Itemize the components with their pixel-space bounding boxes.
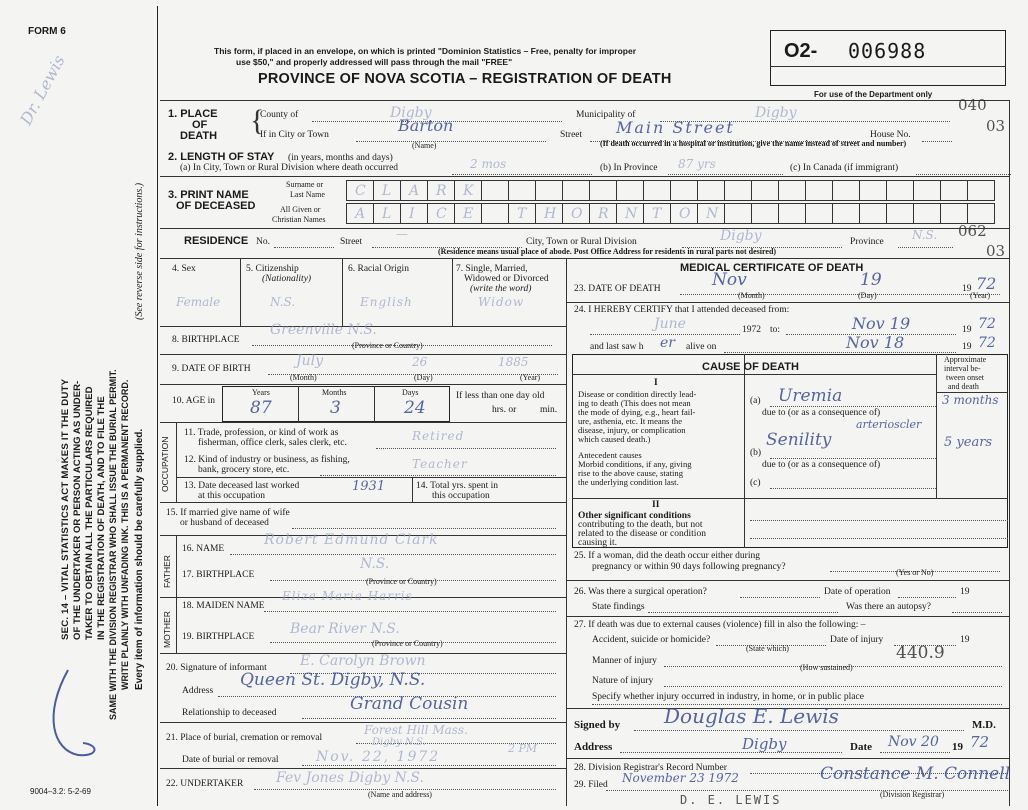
street-value: Main Street: [616, 118, 735, 137]
cause-c-label: (c): [750, 478, 761, 488]
name-letter: T: [652, 206, 662, 222]
last-seen-year: 72: [978, 335, 996, 351]
informant-value: E. Carolyn Brown: [300, 653, 426, 669]
name-letter: N: [625, 206, 638, 222]
occ-12-label: 12. Kind of industry or business, as fishing,: [184, 455, 350, 465]
birthplace-label: 8. BIRTHPLACE: [172, 335, 240, 345]
attend-to-year-prefix: 19: [962, 325, 972, 335]
name-letter-box: [805, 203, 833, 224]
yes-no-caption: (Yes or No): [896, 568, 934, 577]
name-letter-box: [400, 180, 428, 201]
page-title: PROVINCE OF NOVA SCOTIA – REGISTRATION OF DEATH: [258, 71, 672, 87]
name-letter: O: [679, 206, 691, 222]
mother-birthplace-label: 19. BIRTHPLACE: [182, 632, 255, 642]
mother-birthplace-caption: (Province or Country): [372, 639, 443, 648]
death-month-value: Nov: [712, 270, 747, 290]
name-letter-box: [670, 203, 698, 224]
last-seen-year-prefix: 19: [962, 342, 972, 352]
cause-b-label: (b): [750, 448, 762, 458]
other-conditions-label-a: Other significant conditions: [578, 511, 691, 521]
undertaker-value: Fev Jones Digby N.S.: [276, 770, 424, 786]
min-label: min.: [540, 405, 558, 415]
reg-prefix: O2-: [784, 40, 818, 62]
spouse-label: 15. If married give name of wife: [166, 508, 290, 518]
side-handwritten-signature: Dr. Lewis: [16, 51, 69, 128]
occ-13-value: 1931: [352, 479, 386, 494]
injury-code-value: 440.9: [896, 643, 945, 663]
doctor-signature: Douglas E. Lewis: [664, 704, 839, 728]
q25-label-2: pregnancy or within 90 days following pregnancy?: [592, 562, 786, 572]
given-label-2: Christian Names: [272, 215, 326, 224]
name-letter-box: [940, 203, 968, 224]
occ-11-label-2: fisherman, office clerk, sales clerk, etc.: [198, 438, 347, 448]
side-handwritten-mark: [38, 655, 108, 765]
marital-label-3: (write the word): [470, 284, 532, 294]
division-registrar-caption: (Division Registrar): [880, 790, 945, 799]
county-value: Digby: [390, 105, 432, 121]
name-letter-box: [481, 180, 509, 201]
name-letter-box: [373, 203, 401, 224]
cause-a-label: (a): [750, 396, 761, 406]
name-letter-box: [427, 203, 455, 224]
name-letter-box: [643, 180, 671, 201]
last-seen-value: Nov 18: [846, 333, 905, 352]
mother-maiden-label: 18. MAIDEN NAME: [182, 601, 265, 611]
sex-label: 4. Sex: [172, 264, 196, 274]
name-letter: C: [355, 183, 366, 199]
header-notice-2: use $50," and properly addressed will pass through the mail "FREE": [236, 57, 513, 67]
surname-label-2: Last Name: [290, 190, 325, 199]
name-letter: L: [382, 183, 392, 199]
name-letter-box: [859, 180, 887, 201]
burial-place-value-2: Digby N.S.: [372, 737, 426, 748]
sex-value: Female: [176, 295, 221, 309]
dept-use-label: For use of the Department only: [814, 90, 933, 99]
name-letter-box: [805, 180, 833, 201]
attend-to-year: 72: [978, 316, 996, 332]
reg-number: 006988: [848, 39, 927, 63]
signed-by-label: Signed by: [574, 719, 621, 731]
mother-birthplace-value: Bear River N.S.: [290, 621, 400, 637]
name-letter-box: [535, 203, 563, 224]
side-text-4: IN THE REGISTRATION OF DEATH, AND TO FILE THE: [96, 396, 107, 640]
name-letter-box: [778, 203, 806, 224]
name-letter: H: [544, 206, 557, 222]
how-sustained-caption: (How sustained): [800, 663, 853, 672]
q26-label: 26. Was there a surgical operation?: [574, 587, 707, 597]
name-letter-box: [535, 180, 563, 201]
md-label: M.D.: [972, 719, 996, 731]
city-label: If in City or Town: [260, 130, 329, 140]
death-year-value: 72: [976, 274, 997, 293]
place-of-death-label-of: OF: [192, 119, 208, 131]
cause-a-value: Uremia: [778, 386, 843, 406]
antecedent-label-b: Morbid conditions, if any, giving: [578, 459, 692, 469]
citizenship-sub: (Nationality): [262, 274, 312, 284]
dob-day-value: 26: [412, 355, 428, 369]
side-text-2: OF THE UNDERTAKER OR PERSON ACTING AS UNDER-: [72, 380, 83, 640]
signed-year-prefix: 19: [952, 741, 963, 753]
birthplace-value: Greenville N.S.: [270, 322, 377, 338]
antecedent-label-c: rise to the above cause, stating: [578, 468, 684, 478]
antecedent-label-d: the underlying condition last.: [578, 477, 679, 487]
burial-place-label: 21. Place of burial, cremation or removal: [166, 733, 323, 743]
last-saw-label: and last saw h: [590, 342, 644, 352]
occ-11-label: 11. Trade, profession, or kind of work as: [184, 428, 339, 438]
name-letter-box: [913, 203, 941, 224]
approx-label-1: Approximate: [944, 355, 987, 364]
name-letter-box: [616, 203, 644, 224]
occ-13-label-2: at this occupation: [198, 491, 266, 501]
manner-label: Manner of injury: [592, 656, 657, 666]
length-of-stay-sub: (in years, months and days): [288, 153, 393, 163]
print-name-label: 3. PRINT NAME: [168, 189, 249, 201]
dob-day-caption: (Day): [414, 373, 433, 382]
cause-1-label-d: ure, asthenia, etc. It means the: [578, 416, 683, 426]
hrs-label: hrs. or: [492, 405, 517, 415]
citizenship-value: N.S.: [270, 295, 296, 309]
autopsy-label: Was there an autopsy?: [846, 602, 931, 612]
name-letter-box: [751, 180, 779, 201]
burial-date-value: Nov. 22, 1972: [316, 749, 441, 765]
racial-origin-value: English: [360, 295, 413, 309]
state-which-caption: (State which): [746, 644, 789, 653]
marital-value: Widow: [478, 295, 525, 309]
cause-1-label-e: disease, injury, or complication: [578, 425, 686, 435]
dob-month-caption: (Month): [290, 373, 317, 382]
residence-note: (Residence means usual place of abode. Post Office Address for residents in rural parts not desired): [438, 247, 777, 256]
approx-label-4: and death: [948, 382, 979, 391]
print-name-label-2: OF DECEASED: [176, 200, 256, 212]
res-province-label: Province: [850, 237, 884, 247]
approx-label-2: interval be-: [944, 364, 981, 373]
father-side-label: FATHER: [162, 555, 172, 588]
other-conditions-label-b: contributing to the death, but not: [578, 520, 703, 530]
residence-label: RESIDENCE: [184, 235, 249, 247]
res-city-value: Digby: [720, 228, 762, 244]
name-letter-box: [481, 203, 509, 224]
name-letter-box: [832, 180, 860, 201]
signed-year-value: 72: [970, 733, 990, 751]
cause-1-label-f: which caused death.): [578, 434, 651, 444]
name-letter: A: [355, 206, 366, 222]
place-of-death-label-death: DEATH: [180, 130, 218, 142]
mother-maiden-value: Eliza Maria Harris: [282, 589, 413, 603]
given-label: All Given or: [280, 205, 321, 214]
signed-date-label: Date: [850, 741, 872, 753]
side-text-3: TAKER TO OBTAIN ALL THE PARTICULARS REQUIRED: [84, 386, 95, 640]
relationship-label: Relationship to deceased: [182, 708, 277, 718]
name-letter-box: [454, 180, 482, 201]
dob-month-value: July: [296, 353, 324, 369]
alive-on-label: alive on: [686, 342, 717, 352]
father-birthplace-caption: (Province or Country): [366, 577, 437, 586]
cause-1-label-b: ing to death (This does not mean: [578, 398, 691, 408]
due-to-label-2: due to (or as a consequence of): [762, 460, 881, 470]
name-letter-box: [778, 180, 806, 201]
name-letter-box: [724, 203, 752, 224]
name-letter: R: [598, 206, 609, 222]
dob-year-value: 1885: [498, 355, 529, 369]
undertaker-caption: (Name and address): [368, 790, 432, 799]
accident-label: Accident, suicide or homicide?: [592, 635, 711, 645]
death-month-caption: (Month): [738, 291, 765, 300]
date-of-death-label: 23. DATE OF DEATH: [574, 284, 661, 294]
dept-code-3: 062: [958, 222, 987, 240]
stay-b-value: 87 yrs: [678, 157, 716, 171]
name-letter-box: [616, 180, 644, 201]
name-letter: K: [463, 183, 474, 199]
name-letter: I: [409, 206, 415, 222]
doctor-address-label: Address: [574, 741, 613, 753]
other-conditions-label-d: causing it.: [578, 538, 618, 548]
stay-c-label: (c) In Canada (if immigrant): [790, 163, 899, 173]
municipality-label: Municipality of: [576, 110, 636, 120]
date-operation-label: Date of operation: [824, 587, 891, 597]
side-text-7: (See reverse side for instructions.): [134, 182, 145, 320]
name-letter-box: [346, 203, 374, 224]
injury-year-prefix: 19: [960, 635, 970, 645]
attend-from-value: June: [654, 316, 686, 332]
name-letter: T: [517, 206, 527, 222]
name-letter-box: [454, 203, 482, 224]
surname-label: Surname or: [286, 180, 324, 189]
form-code: 9004–3.2: 5-2-69: [30, 787, 91, 796]
name-letter-box: [643, 203, 671, 224]
age-label: 10. AGE in: [172, 396, 216, 406]
age-years-caption: Years: [252, 388, 270, 397]
name-letter: N: [706, 206, 719, 222]
stay-a-label: (a) In City, Town or Rural Division where death occurred: [180, 163, 399, 173]
medical-certificate-title: MEDICAL CERTIFICATE OF DEATH: [680, 262, 864, 274]
occ-13-label: 13. Date deceased last worked: [184, 481, 300, 491]
name-letter-box: [427, 180, 455, 201]
side-text-6: WRITE PLAINLY WITH UNFADING INK. THIS IS A PERMANENT RECORD.: [120, 379, 130, 690]
informant-address-label: Address: [182, 686, 214, 696]
doctor-address-value: Digby: [742, 735, 787, 753]
father-birthplace-value: N.S.: [360, 556, 390, 572]
name-letter-box: [724, 180, 752, 201]
division-record-label: 28. Division Registrar's Record Number: [574, 763, 727, 773]
age-days-value: 24: [404, 398, 426, 418]
father-name-label: 16. NAME: [182, 544, 225, 554]
name-letter-box: [886, 203, 914, 224]
res-street-label: Street: [340, 237, 363, 247]
death-day-value: 19: [860, 270, 882, 290]
dept-code-4: 03: [986, 242, 1006, 260]
cause-section-i: I: [654, 378, 658, 388]
attend-from-year: 1972: [742, 325, 761, 335]
name-letter-box: [859, 203, 887, 224]
death-year-prefix: 19: [962, 284, 972, 294]
other-conditions-label-c: related to the disease or condition: [578, 529, 706, 539]
cause-b-note: arterioscler: [856, 418, 922, 431]
operation-year-prefix: 19: [960, 587, 970, 597]
marital-label: 7. Single, Married,: [456, 264, 528, 274]
informant-label: 20. Signature of informant: [166, 663, 267, 673]
side-text-8: Every item of information should be carefully supplied.: [134, 428, 145, 690]
specify-label: Specify whether injury occurred in industry, in home, or in public place: [592, 692, 864, 702]
filed-value: November 23 1972: [622, 771, 739, 785]
certify-label: 24. I HEREBY CERTIFY that I attended deceased from:: [574, 305, 790, 315]
nature-label: Nature of injury: [592, 676, 654, 686]
name-letter: R: [436, 183, 447, 199]
city-name-caption: (Name): [412, 141, 437, 150]
death-registration-form: FORM 6 Dr. Lewis SEC. 14 – VITAL STATISTICS ACT MAKES IT THE DUTY OF THE UNDERTAKER OR PERSON ACTING AS UNDER- TAKER TO OBTAIN ALL THE PARTICULARS REQUIRED IN THE REGISTRATION OF DEATH, AND TO FILE THE SAME WITH THE DIVISION REGISTRAR WHO SHALL ISSUE THE BURIAL PERMIT. WRITE PLAINLY WITH UNFADING INK. THIS IS A PERMANENT RECORD. (See reverse side for instructions.) Every item of information should be carefully supplied. 9004–3.2: 5-2-69 This form, if placed in an envelope, on which is printed "Dominion Statistics – Free, penalty for improper use $50," and properly addressed will pass through the mail "FREE" PROVINCE OF NOVA SCOTIA – REGISTRATION OF DEATH O2- 006988 For use of the Department only 040 03 062 03 1. PLACE OF DEATH { County of Digby Municipality of Digby If in City or Town Barton (Name) Street Main Street House No. (If death occurred in a hospital or institution, give the name instead of street and number) 2. LENGTH OF STAY (in years, months and days) (a) In City, Town or Rural Division where death occurred 2 mos (b) In Province 87 yrs (c) In Canada (if immigrant) 3. PRINT NAME OF DECEASED Surname or Last Name All Given or Christian Names C L A R K A L I C E T H O R N T O N RESIDENCE No. Street — City, Town or Rural Division Digby Province N.S. (Residence means usual place of abode. Post Office Address for residents in rural parts not desired) 4. Sex 5. Citizenship (Nationality) 6. Racial Origin 7. Single, Married, Widowed or Divorced (write the word) Female N.S. English Widow 8. BIRTHPLACE Greenville N.S. (Province or Country) 9. DATE OF BIRTH July 26 1885 (Month) (Day) (Year) 10. AGE in Years Months Days 87 3 24 If less than one day old hrs. or min. OCCUPATION 11. Trade, profession, or kind of work as fisherman, office clerk, sales clerk, etc. Retired 12. Kind of industry or business, as fishing, bank, grocery store, etc. Teacher 13. Date deceased last worked at this occupation 1931 14. Total yrs. spent in this occupation 15. If married give name of wife or husband of deceased FATHER 16. NAME Robert Edmund Clark 17. BIRTHPLACE N.S. (Province or Country) MOTHER 18. MAIDEN NAME Eliza Maria Harris 19. BIRTHPLACE Bear River N.S. (Province or Country) 20. Signature of informant E. Carolyn Brown Address Queen St. Digby, N.S. Relationship to deceased Grand Cousin 21. Place of burial, cremation or removal Forest Hill Mass. Digby N.S. Date of burial or removal Nov. 22, 1972 2 PM 22. UNDERTAKER Fev Jones Digby N.S. (Name and address) MEDICAL CERTIFICATE OF DEATH 23. DATE OF DEATH Nov 19 19 72 (Month) (Day) (Year) 24. I HEREBY CERTIFY that I attended deceased from: June 1972 to: Nov 19 19 72 and last saw h er alive on Nov 18 19 72 CAUSE OF DEATH Approximate interval be- tween onset and death I Disease or condition directly lead- ing to death (This does not mean the mode of dying, e.g., heart fail- ure, asthenia, etc. It means the disease, injury, or complication which caused death.) (a) Uremia 3 months due to (or as a consequence of) arterioscler Senility 5 years Antecedent causes Morbid conditions, if any, giving rise to the above cause, stating the underlying condition last. (b) due to (or as a consequence of) (c) II Other significant conditions contributing to the death, but not related to the disease or condition causing it. 25. If a woman, did the death occur either during pregnancy or within 90 days following pregnancy? (Yes or No) 26. Was there a surgical operation? Date of operation 19 State findings Was there an autopsy? 27. If death was due to external causes (violence) fill in also the following: – Accident, suicide or homicide? Date of injury 19 (State which) 440.9 Manner of injury (How sustained) Nature of injury Specify whether injury occurred in industry, in home, or in public place Signed by Douglas E. Lewis M.D. Address Digby Date Nov 20 19 72 28. Division Registrar's Record Number 29. Filed November 23 1972 Constance M. Connell (Division Registrar) D. E. LEWIS: [0, 0, 1028, 810]
attend-to-value: Nov 19: [852, 314, 911, 333]
last-saw-sex: er: [660, 335, 675, 351]
occ-14-label-2: this occupation: [432, 491, 490, 501]
name-letter-box: [886, 180, 914, 201]
spouse-label-2: or husband of deceased: [180, 518, 269, 528]
res-city-label: City, Town or Rural Division: [526, 237, 637, 247]
filed-label: 29. Filed: [574, 780, 608, 790]
stay-b-label: (b) In Province: [600, 163, 658, 173]
occ-11-value: Retired: [412, 429, 465, 443]
name-letter-box: [967, 180, 995, 201]
hospital-note: (If death occurred in a hospital or institution, give the name instead of street and number): [600, 139, 907, 148]
signed-date-value: Nov 20: [888, 734, 939, 750]
birthplace-caption: (Province or Country): [352, 341, 423, 350]
name-letter-box: [832, 203, 860, 224]
occ-12-value: Teacher: [412, 457, 468, 471]
house-no-label: House No.: [870, 130, 911, 140]
name-letter-box: [562, 203, 590, 224]
name-letter: E: [463, 206, 474, 222]
death-day-caption: (Day): [858, 291, 877, 300]
county-label: County of: [260, 110, 299, 120]
name-letter-box: [508, 203, 536, 224]
burial-time-value: 2 PM: [508, 742, 538, 755]
city-value: Barton: [398, 116, 454, 135]
less-than-day-label: If less than one day old: [456, 391, 545, 401]
dept-code-1: 040: [958, 96, 987, 114]
name-letter-box: [373, 180, 401, 201]
burial-place-value: Forest Hill Mass.: [364, 723, 468, 737]
due-to-label-1: due to (or as a consequence of): [762, 408, 881, 418]
marital-label-2: Widowed or Divorced: [464, 274, 549, 284]
res-street-value: —: [396, 227, 408, 241]
occ-12-label-2: bank, grocery store, etc.: [198, 465, 290, 475]
citizenship-label: 5. Citizenship: [246, 264, 299, 274]
cause-1-label-c: the mode of dying, e.g., heart fail-: [578, 407, 696, 417]
mother-side-label: MOTHER: [162, 611, 172, 648]
interval-a-value: 3 months: [942, 393, 999, 407]
death-year-caption: (Year): [970, 291, 991, 300]
name-letter: A: [409, 183, 420, 199]
approx-label-3: tween onset: [946, 373, 984, 382]
q25-label: 25. If a woman, did the death occur either during: [574, 551, 760, 561]
age-months-value: 3: [330, 398, 341, 418]
q27-label: 27. If death was due to external causes (violence) fill in also the following: –: [574, 620, 866, 630]
street-label: Street: [560, 130, 583, 140]
age-days-caption: Days: [402, 388, 419, 397]
form-border-left: [157, 6, 158, 806]
dept-code-2: 03: [986, 117, 1006, 135]
side-text-1: SEC. 14 – VITAL STATISTICS ACT MAKES IT THE DUTY: [60, 378, 71, 640]
name-letter-box: [751, 203, 779, 224]
name-letter-box: [697, 203, 725, 224]
header-notice-1: This form, if placed in an envelope, on which is printed "Dominion Statistics – Free, penalty for improper: [214, 46, 637, 56]
occ-14-label: 14. Total yrs. spent in: [416, 481, 499, 491]
racial-origin-label: 6. Racial Origin: [348, 264, 409, 274]
dob-year-caption: (Year): [520, 373, 541, 382]
length-of-stay-label: 2. LENGTH OF STAY: [168, 151, 275, 163]
antecedent-label-a: Antecedent causes: [578, 450, 642, 460]
name-letter: L: [382, 206, 392, 222]
age-years-value: 87: [250, 398, 272, 418]
relationship-value: Grand Cousin: [350, 694, 469, 714]
form-label: FORM 6: [28, 26, 66, 37]
dob-label: 9. DATE OF BIRTH: [172, 364, 251, 374]
name-letter-box: [508, 180, 536, 201]
burial-date-label: Date of burial or removal: [182, 755, 279, 765]
name-letter-box: [697, 180, 725, 201]
place-of-death-label: 1. PLACE: [168, 108, 218, 120]
age-months-caption: Months: [322, 388, 347, 397]
date-injury-label: Date of injury: [830, 635, 884, 645]
cause-of-death-title: CAUSE OF DEATH: [702, 361, 799, 373]
name-letter-box: [589, 203, 617, 224]
name-letter-box: [670, 180, 698, 201]
name-letter-box: [940, 180, 968, 201]
name-letter: O: [571, 206, 583, 222]
father-name-value: Robert Edmund Clark: [264, 532, 439, 548]
name-letter-box: [346, 180, 374, 201]
occupation-side-label: OCCUPATION: [160, 436, 170, 492]
state-findings-label: State findings: [592, 602, 645, 612]
cause-b-value: Senility: [766, 430, 832, 450]
side-text-5: SAME WITH THE DIVISION REGISTRAR WHO SHALL ISSUE THE BURIAL PERMIT.: [108, 369, 118, 720]
name-letter-box: [967, 203, 995, 224]
attend-to-label: to:: [770, 325, 781, 335]
father-birthplace-label: 17. BIRTHPLACE: [182, 570, 255, 580]
registrar-signature: Constance M. Connell: [820, 764, 1011, 784]
doctor-stamp: D. E. LEWIS: [680, 793, 782, 807]
res-province-value: N.S.: [912, 228, 938, 242]
name-letter-box: [589, 180, 617, 201]
name-letter-box: [562, 180, 590, 201]
cause-section-ii: II: [652, 500, 660, 510]
informant-address-value: Queen St. Digby, N.S.: [240, 670, 426, 690]
res-no-label: No.: [256, 237, 270, 247]
interval-b-value: 5 years: [944, 435, 993, 450]
stay-a-value: 2 mos: [470, 157, 507, 171]
name-letter-box: [913, 180, 941, 201]
cause-1-label-a: Disease or condition directly lead-: [578, 389, 697, 399]
municipality-value: Digby: [755, 105, 797, 121]
undertaker-label: 22. UNDERTAKER: [166, 779, 244, 789]
name-letter: C: [436, 206, 447, 222]
name-letter-box: [400, 203, 428, 224]
